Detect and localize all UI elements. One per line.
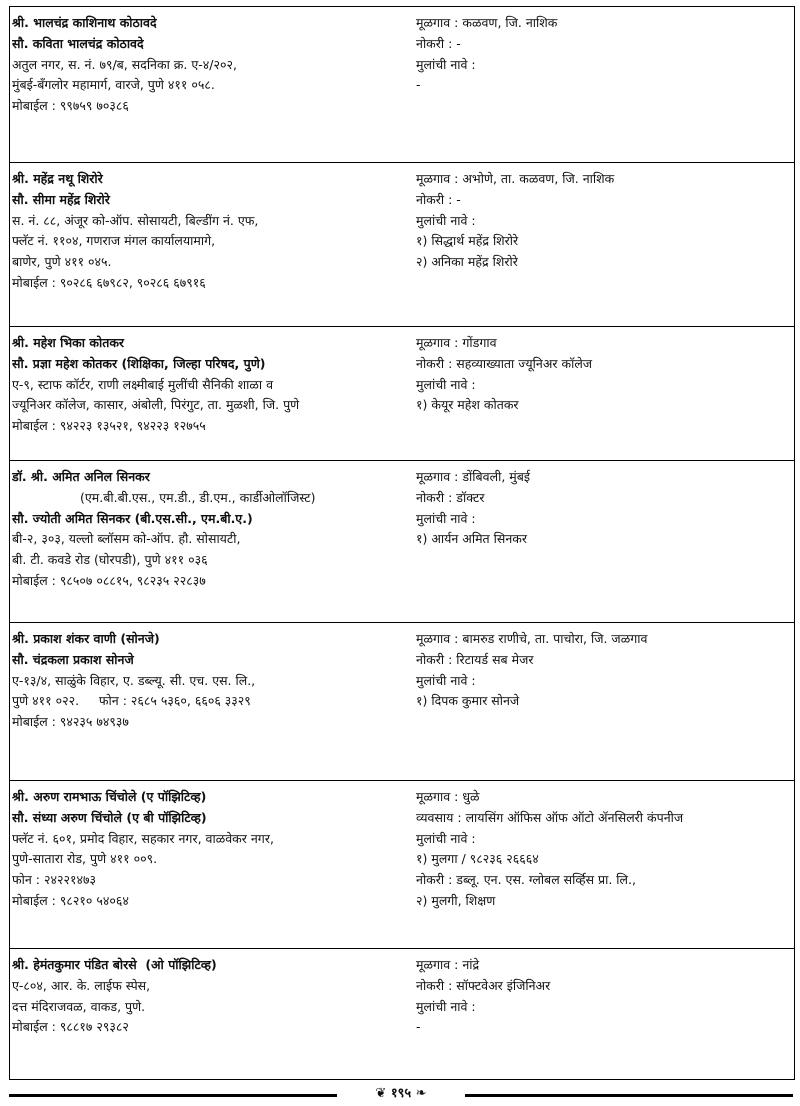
- native-place: मूळगाव : नांद्रे: [416, 957, 480, 972]
- occupation: नोकरी : रिटायर्ड सब मेजर: [416, 651, 534, 667]
- address-line: ज्यूनिअर कॉलेज, कासार, अंबोली, पिरंगुट, ता. मुळशी, जि. पुणे: [12, 397, 300, 413]
- husband-name: डॉ. श्री. अमित अनिल सिनकर: [12, 469, 150, 484]
- entry-contact-column: [10, 461, 416, 622]
- mobile-number: मोबाईल : ९८८१७ २९३८२: [12, 1019, 129, 1035]
- children-label: मुलांची नावे :: [416, 830, 476, 846]
- entry-details-column: [416, 7, 792, 162]
- mobile-number: मोबाईल : ९०२८६ ६७९८२, ९०२८६ ६७९१६: [12, 274, 206, 290]
- husband-name: श्री. अरुण रामभाऊ चिंचोले (ए पॉझिटिव्ह): [12, 789, 207, 804]
- address-line: ए-९, स्टाफ कॉर्टर, राणी लक्ष्मीबाई मुलींची सैनिकी शाळा व: [12, 376, 274, 392]
- children-label: मुलांची नावे :: [416, 56, 476, 72]
- occupation: व्यवसाय : लायसिंग ऑफिस ऑफ ऑटो ॲनसिलरी कंपनीज: [416, 809, 684, 825]
- native-place: मूळगाव : गोंडगाव: [416, 335, 497, 350]
- address-line: अतुल नगर, स. नं. ७९/ब, सदनिका क्र. ए-४/२०२,: [12, 56, 237, 72]
- child-entry: -: [416, 77, 421, 93]
- address-line: मुंबई-बँगलोर महामार्ग, वारजे, पुणे ४११ ०५८.: [12, 77, 215, 93]
- child-entry: -: [416, 1019, 421, 1035]
- entry-contact-column: [10, 623, 416, 780]
- native-place: मूळगाव : बामरुड राणीचे, ता. पाचोरा, जि. जळगाव: [416, 631, 648, 646]
- native-place: मूळगाव : डोंबिवली, मुंबई: [416, 469, 531, 484]
- address-line: फ्लॅट नं. ११०४, गणराज मंगल कार्यालयामागे,: [12, 233, 216, 249]
- phone-number: फोन : २४२२१४७३: [12, 872, 96, 888]
- address-line: पुणे ४११ ०२२. फोन : २६८५ ५३६०, ६६०६ ३३२९: [12, 693, 251, 709]
- address-line: दत्त मंदिराजवळ, वाकड, पुणे.: [12, 998, 146, 1014]
- entry-sinkar: [10, 461, 794, 623]
- children-label: मुलांची नावे :: [416, 998, 476, 1014]
- occupation: नोकरी : सहव्याख्याता ज्यूनिअर कॉलेज: [416, 355, 593, 371]
- wife-name: सौ. सीमा महेंद्र शिरोरे: [12, 191, 110, 207]
- occupation: नोकरी : -: [416, 191, 461, 207]
- footer-rule-right: [465, 1094, 793, 1097]
- entry-shirore: [10, 163, 794, 327]
- husband-name: श्री. प्रकाश शंकर वाणी (सोनजे): [12, 631, 160, 646]
- entry-contact-column: [10, 327, 416, 460]
- ornament-left-icon: ❦: [375, 1086, 387, 1101]
- ornament-right-icon: ❧: [415, 1086, 427, 1101]
- directory: [9, 6, 795, 1080]
- wife-name: सौ. कविता भालचंद्र कोठावदे: [12, 35, 144, 51]
- native-place: मूळगाव : धुळे: [416, 789, 480, 804]
- entry-chincholе: [10, 781, 794, 949]
- child-entry: २) अनिका महेंद्र शिरोरे: [416, 254, 518, 270]
- entry-contact-column: [10, 781, 416, 948]
- address-line: ए-१३/४, साळुंके विहार, ए. डब्ल्यू. सी. एच. एस. लि.,: [12, 672, 256, 688]
- address-line: बी. टी. कवडे रोड (घोरपडी), पुणे ४११ ०३६: [12, 552, 208, 568]
- footer-rule-left: [9, 1094, 337, 1097]
- child-occupation: नोकरी : डब्लू. एन. एस. ग्लोबल सर्व्हिस प्रा. लि.,: [416, 872, 636, 888]
- children-label: मुलांची नावे :: [416, 376, 476, 392]
- entry-details-column: [416, 327, 792, 460]
- entry-details-column: [416, 163, 792, 326]
- page-footer: [9, 1088, 793, 1102]
- entry-details-column: [416, 461, 792, 622]
- entry-details-column: [416, 781, 792, 948]
- child-entry: १) मुलगा / ९८२३६ २६६६४: [416, 851, 539, 867]
- mobile-number: मोबाईल : ९८२१० ५४०६४: [12, 892, 129, 908]
- wife-name: सौ. ज्योती अमित सिनकर (बी.एस.सी., एम.बी.ए.): [12, 510, 253, 526]
- address-line: स. नं. ८८, अंजूर को-ऑप. सोसायटी, बिल्डींग नं. एफ,: [12, 212, 259, 228]
- entry-borse: [10, 949, 794, 1079]
- husband-name: श्री. महेंद्र नथू शिरोरे: [12, 171, 103, 186]
- children-label: मुलांची नावे :: [416, 510, 476, 526]
- occupation: नोकरी : -: [416, 35, 461, 51]
- occupation: नोकरी : डॉक्टर: [416, 489, 485, 505]
- entry-contact-column: [10, 7, 416, 162]
- mobile-number: मोबाईल : ९९७५९ ७०३८६: [12, 98, 129, 114]
- child-entry: २) मुलगी, शिक्षण: [416, 892, 496, 908]
- child-entry: १) आर्यन अमित सिनकर: [416, 531, 527, 547]
- husband-name: श्री. महेश भिका कोतकर: [12, 335, 125, 350]
- wife-name: सौ. संध्या अरुण चिंचोले (ए बी पॉझिटिव्ह): [12, 809, 207, 825]
- mobile-number: मोबाईल : ९४२३५ ७४९३७: [12, 714, 129, 730]
- entry-details-column: [416, 949, 792, 1079]
- page-number: [337, 1085, 465, 1103]
- entry-details-column: [416, 623, 792, 780]
- native-place: मूळगाव : कळवण, जि. नाशिक: [416, 15, 558, 30]
- wife-name: सौ. प्रज्ञा महेश कोतकर (शिक्षिका, जिल्हा परिषद, पुणे): [12, 355, 266, 371]
- child-entry: १) सिद्धार्थ महेंद्र शिरोरे: [416, 233, 519, 249]
- address-line: ए-८०४, आर. के. लाईफ स्पेस,: [12, 977, 151, 993]
- address-line: बी-२, ३०३, यल्लो ब्लॉसम को-ऑप. हौ. सोसायटी,: [12, 531, 241, 547]
- child-entry: १) दिपक कुमार सोनजे: [416, 693, 520, 709]
- wife-name: सौ. चंद्रकला प्रकाश सोनजे: [12, 651, 134, 667]
- entry-contact-column: [10, 949, 416, 1079]
- husband-name: श्री. भालचंद्र काशिनाथ कोठावदे: [12, 15, 157, 30]
- native-place: मूळगाव : अभोणे, ता. कळवण, जि. नाशिक: [416, 171, 615, 186]
- entry-kotkar: [10, 327, 794, 461]
- address-line: फ्लॅट नं. ६०१, प्रमोद विहार, सहकार नगर, वाळवेकर नगर,: [12, 830, 274, 846]
- entry-kothawade: [10, 7, 794, 163]
- child-entry: १) केयूर महेश कोतकर: [416, 397, 519, 413]
- children-label: मुलांची नावे :: [416, 212, 476, 228]
- qualifications: (एम.बी.बी.एस., एम.डी., डी.एम., कार्डीओलॉजिस्ट): [80, 489, 316, 505]
- occupation: नोकरी : सॉफ्टवेअर इंजिनिअर: [416, 977, 551, 993]
- entry-sonje: [10, 623, 794, 781]
- children-label: मुलांची नावे :: [416, 672, 476, 688]
- address-line: पुणे-सातारा रोड, पुणे ४११ ००९.: [12, 851, 158, 867]
- mobile-number: मोबाईल : ९८५०७ ०८८१५, ९८२३५ २२८३७: [12, 572, 206, 588]
- husband-name: श्री. हेमंतकुमार पंडित बोरसे (ओ पॉझिटिव्ह): [12, 957, 217, 972]
- address-line: बाणेर, पुणे ४११ ०४५.: [12, 254, 112, 270]
- page-number-text: १९५: [390, 1086, 412, 1101]
- mobile-number: मोबाईल : ९४२२३ १३५२१, ९४२२३ १२७५५: [12, 418, 206, 434]
- entry-contact-column: [10, 163, 416, 326]
